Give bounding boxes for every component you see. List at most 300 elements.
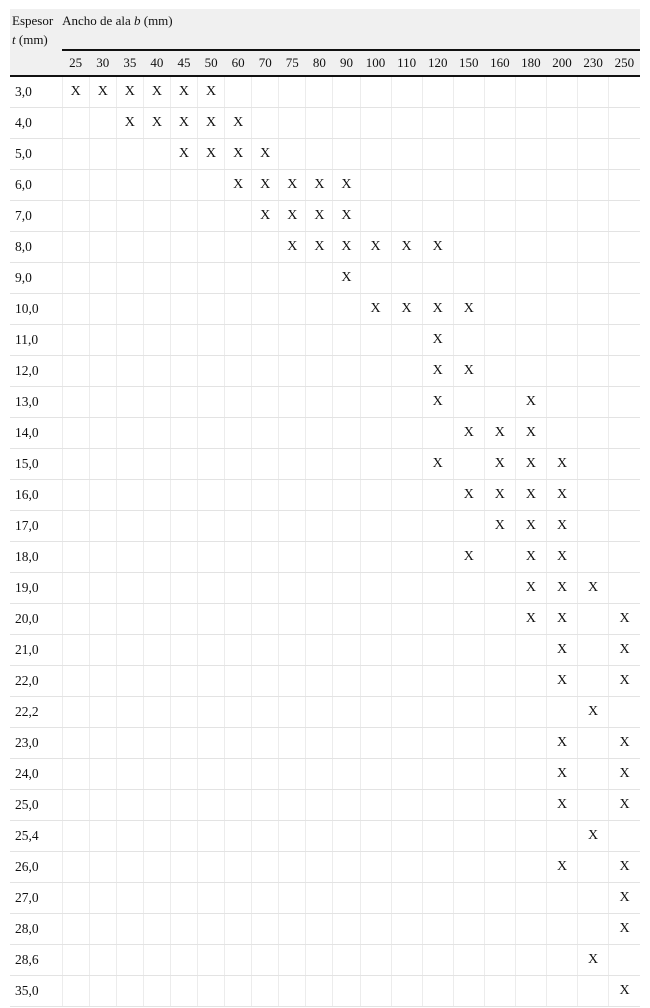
empty-cell [143, 511, 170, 542]
empty-cell [170, 728, 197, 759]
empty-cell [198, 790, 225, 821]
availability-mark: X [225, 170, 252, 201]
table-body [10, 76, 640, 1007]
column-header-100: 100 [360, 50, 391, 76]
thickness-label: 21,0 [10, 635, 62, 666]
empty-cell [143, 418, 170, 449]
empty-cell [546, 263, 577, 294]
empty-cell [252, 418, 279, 449]
empty-cell [89, 480, 116, 511]
availability-mark: X [279, 201, 306, 232]
empty-cell [515, 976, 546, 1007]
empty-cell [170, 449, 197, 480]
table-row [10, 542, 640, 573]
thickness-label: 9,0 [10, 263, 62, 294]
empty-cell [252, 542, 279, 573]
availability-mark: X [453, 480, 484, 511]
table-row [10, 325, 640, 356]
empty-cell [252, 573, 279, 604]
empty-cell [609, 201, 640, 232]
empty-cell [360, 201, 391, 232]
column-header-75: 75 [279, 50, 306, 76]
empty-cell [609, 573, 640, 604]
empty-cell [62, 945, 89, 976]
empty-cell [198, 325, 225, 356]
empty-cell [198, 914, 225, 945]
empty-cell [198, 883, 225, 914]
empty-cell [333, 945, 360, 976]
empty-cell [360, 170, 391, 201]
empty-cell [578, 418, 609, 449]
empty-cell [609, 139, 640, 170]
empty-cell [360, 914, 391, 945]
empty-cell [143, 480, 170, 511]
thickness-label: 6,0 [10, 170, 62, 201]
empty-cell [143, 201, 170, 232]
empty-cell [546, 914, 577, 945]
availability-mark: X [306, 232, 333, 263]
empty-cell [116, 759, 143, 790]
empty-cell [252, 697, 279, 728]
empty-cell [360, 108, 391, 139]
empty-cell [422, 108, 453, 139]
empty-cell [515, 790, 546, 821]
empty-cell [89, 759, 116, 790]
empty-cell [546, 697, 577, 728]
empty-cell [170, 945, 197, 976]
empty-cell [170, 511, 197, 542]
empty-cell [62, 821, 89, 852]
availability-mark: X [422, 449, 453, 480]
empty-cell [453, 945, 484, 976]
empty-cell [515, 697, 546, 728]
empty-cell [198, 821, 225, 852]
empty-cell [62, 976, 89, 1007]
empty-cell [333, 108, 360, 139]
empty-cell [62, 790, 89, 821]
empty-cell [306, 666, 333, 697]
availability-mark: X [578, 821, 609, 852]
empty-cell [453, 108, 484, 139]
empty-cell [62, 759, 89, 790]
empty-cell [116, 139, 143, 170]
empty-cell [225, 418, 252, 449]
empty-cell [422, 418, 453, 449]
empty-cell [225, 604, 252, 635]
empty-cell [225, 449, 252, 480]
thickness-label: 28,0 [10, 914, 62, 945]
empty-cell [333, 139, 360, 170]
empty-cell [143, 263, 170, 294]
empty-cell [484, 232, 515, 263]
availability-mark: X [609, 666, 640, 697]
empty-cell [198, 387, 225, 418]
column-header-25: 25 [62, 50, 89, 76]
empty-cell [225, 356, 252, 387]
empty-cell [422, 635, 453, 666]
empty-cell [116, 542, 143, 573]
empty-cell [609, 170, 640, 201]
availability-mark: X [546, 635, 577, 666]
empty-cell [515, 821, 546, 852]
empty-cell [546, 387, 577, 418]
availability-mark: X [422, 232, 453, 263]
empty-cell [578, 449, 609, 480]
availability-mark: X [515, 387, 546, 418]
empty-cell [578, 790, 609, 821]
availability-mark: X [515, 542, 546, 573]
empty-cell [252, 294, 279, 325]
empty-cell [62, 325, 89, 356]
empty-cell [546, 883, 577, 914]
empty-cell [252, 387, 279, 418]
empty-cell [546, 418, 577, 449]
empty-cell [333, 666, 360, 697]
empty-cell [116, 294, 143, 325]
column-header-160: 160 [484, 50, 515, 76]
empty-cell [578, 511, 609, 542]
empty-cell [143, 449, 170, 480]
empty-cell [515, 76, 546, 108]
table-row [10, 76, 640, 108]
empty-cell [578, 201, 609, 232]
availability-mark: X [546, 542, 577, 573]
empty-cell [484, 852, 515, 883]
empty-cell [225, 945, 252, 976]
availability-mark: X [578, 945, 609, 976]
empty-cell [360, 790, 391, 821]
empty-cell [391, 976, 422, 1007]
empty-cell [609, 542, 640, 573]
empty-cell [279, 666, 306, 697]
empty-cell [143, 759, 170, 790]
empty-cell [484, 759, 515, 790]
empty-cell [453, 666, 484, 697]
empty-cell [391, 666, 422, 697]
empty-cell [546, 170, 577, 201]
availability-mark: X [484, 511, 515, 542]
empty-cell [453, 604, 484, 635]
empty-cell [116, 170, 143, 201]
table-row [10, 139, 640, 170]
empty-cell [252, 666, 279, 697]
empty-cell [333, 449, 360, 480]
empty-cell [89, 170, 116, 201]
empty-cell [252, 449, 279, 480]
empty-cell [360, 387, 391, 418]
empty-cell [609, 511, 640, 542]
availability-mark: X [279, 170, 306, 201]
empty-cell [143, 635, 170, 666]
empty-cell [198, 542, 225, 573]
empty-cell [578, 139, 609, 170]
empty-cell [422, 263, 453, 294]
empty-cell [453, 914, 484, 945]
thickness-label: 15,0 [10, 449, 62, 480]
empty-cell [578, 232, 609, 263]
column-header-120: 120 [422, 50, 453, 76]
corner-label-line1: Espesor [12, 13, 54, 28]
empty-cell [116, 356, 143, 387]
empty-cell [391, 852, 422, 883]
empty-cell [252, 232, 279, 263]
empty-cell [279, 945, 306, 976]
empty-cell [422, 697, 453, 728]
availability-mark: X [484, 449, 515, 480]
empty-cell [225, 325, 252, 356]
empty-cell [453, 883, 484, 914]
empty-cell [422, 666, 453, 697]
table-row [10, 108, 640, 139]
availability-mark: X [515, 418, 546, 449]
empty-cell [143, 170, 170, 201]
empty-cell [143, 294, 170, 325]
empty-cell [279, 387, 306, 418]
empty-cell [198, 976, 225, 1007]
column-header-50: 50 [198, 50, 225, 76]
empty-cell [422, 573, 453, 604]
empty-cell [225, 852, 252, 883]
availability-mark: X [170, 139, 197, 170]
empty-cell [116, 480, 143, 511]
empty-cell [333, 294, 360, 325]
empty-cell [252, 604, 279, 635]
empty-cell [515, 666, 546, 697]
empty-cell [360, 728, 391, 759]
empty-cell [609, 945, 640, 976]
empty-cell [170, 480, 197, 511]
table-row [10, 759, 640, 790]
availability-mark: X [546, 449, 577, 480]
availability-mark: X [515, 604, 546, 635]
empty-cell [609, 480, 640, 511]
empty-cell [279, 883, 306, 914]
empty-cell [391, 76, 422, 108]
empty-cell [422, 542, 453, 573]
availability-mark: X [225, 108, 252, 139]
empty-cell [306, 945, 333, 976]
empty-cell [391, 542, 422, 573]
empty-cell [578, 542, 609, 573]
empty-cell [89, 263, 116, 294]
empty-cell [422, 76, 453, 108]
availability-mark: X [333, 201, 360, 232]
empty-cell [198, 573, 225, 604]
empty-cell [515, 356, 546, 387]
empty-cell [62, 883, 89, 914]
empty-cell [484, 790, 515, 821]
empty-cell [484, 976, 515, 1007]
availability-mark: X [391, 232, 422, 263]
empty-cell [225, 480, 252, 511]
empty-cell [279, 449, 306, 480]
empty-cell [609, 449, 640, 480]
empty-cell [116, 418, 143, 449]
empty-cell [360, 573, 391, 604]
empty-cell [391, 635, 422, 666]
empty-cell [546, 356, 577, 387]
empty-cell [515, 263, 546, 294]
availability-mark: X [546, 728, 577, 759]
empty-cell [252, 76, 279, 108]
empty-cell [609, 387, 640, 418]
empty-cell [62, 635, 89, 666]
table-row [10, 790, 640, 821]
availability-mark: X [515, 573, 546, 604]
empty-cell [515, 914, 546, 945]
empty-cell [279, 511, 306, 542]
empty-cell [225, 666, 252, 697]
availability-mark: X [252, 201, 279, 232]
empty-cell [360, 418, 391, 449]
empty-cell [116, 387, 143, 418]
empty-cell [515, 728, 546, 759]
empty-cell [170, 697, 197, 728]
empty-cell [116, 976, 143, 1007]
empty-cell [62, 449, 89, 480]
empty-cell [546, 945, 577, 976]
empty-cell [515, 852, 546, 883]
empty-cell [484, 387, 515, 418]
empty-cell [170, 201, 197, 232]
empty-cell [279, 914, 306, 945]
availability-mark: X [546, 573, 577, 604]
empty-cell [89, 635, 116, 666]
empty-cell [422, 170, 453, 201]
empty-cell [484, 945, 515, 976]
empty-cell [515, 294, 546, 325]
availability-mark: X [515, 511, 546, 542]
availability-mark: X [198, 108, 225, 139]
empty-cell [198, 480, 225, 511]
column-header-180: 180 [515, 50, 546, 76]
empty-cell [453, 852, 484, 883]
thickness-label: 10,0 [10, 294, 62, 325]
empty-cell [170, 790, 197, 821]
empty-cell [578, 356, 609, 387]
table-row [10, 449, 640, 480]
availability-mark: X [252, 170, 279, 201]
empty-cell [143, 914, 170, 945]
empty-cell [170, 418, 197, 449]
empty-cell [116, 945, 143, 976]
table-row [10, 170, 640, 201]
empty-cell [89, 325, 116, 356]
empty-cell [360, 852, 391, 883]
empty-cell [143, 604, 170, 635]
empty-cell [225, 573, 252, 604]
availability-mark: X [578, 697, 609, 728]
empty-cell [422, 883, 453, 914]
empty-cell [453, 325, 484, 356]
empty-cell [279, 759, 306, 790]
empty-cell [62, 294, 89, 325]
empty-cell [484, 325, 515, 356]
availability-mark: X [609, 759, 640, 790]
empty-cell [225, 821, 252, 852]
empty-cell [422, 511, 453, 542]
empty-cell [198, 604, 225, 635]
empty-cell [578, 604, 609, 635]
thickness-label: 27,0 [10, 883, 62, 914]
table-row [10, 666, 640, 697]
empty-cell [391, 449, 422, 480]
empty-cell [422, 790, 453, 821]
empty-cell [116, 852, 143, 883]
empty-cell [143, 325, 170, 356]
empty-cell [89, 821, 116, 852]
empty-cell [225, 697, 252, 728]
empty-cell [62, 170, 89, 201]
empty-cell [422, 945, 453, 976]
empty-cell [609, 294, 640, 325]
empty-cell [546, 201, 577, 232]
empty-cell [306, 294, 333, 325]
empty-cell [578, 666, 609, 697]
column-header-200: 200 [546, 50, 577, 76]
table-row [10, 232, 640, 263]
empty-cell [116, 201, 143, 232]
column-header-30: 30 [89, 50, 116, 76]
empty-cell [515, 170, 546, 201]
availability-mark: X [391, 294, 422, 325]
empty-cell [333, 325, 360, 356]
empty-cell [279, 790, 306, 821]
availability-mark: X [609, 883, 640, 914]
empty-cell [484, 821, 515, 852]
empty-cell [306, 635, 333, 666]
empty-cell [484, 666, 515, 697]
column-header-150: 150 [453, 50, 484, 76]
availability-mark: X [170, 76, 197, 108]
angle-sizes-table [10, 9, 640, 1007]
empty-cell [170, 387, 197, 418]
empty-cell [546, 76, 577, 108]
thickness-label: 17,0 [10, 511, 62, 542]
empty-cell [360, 325, 391, 356]
empty-cell [391, 759, 422, 790]
empty-cell [170, 759, 197, 790]
empty-cell [391, 697, 422, 728]
empty-cell [306, 573, 333, 604]
empty-cell [453, 76, 484, 108]
empty-cell [484, 728, 515, 759]
empty-cell [453, 232, 484, 263]
empty-cell [170, 573, 197, 604]
table-row [10, 418, 640, 449]
empty-cell [252, 883, 279, 914]
empty-cell [453, 790, 484, 821]
empty-cell [225, 728, 252, 759]
empty-cell [89, 914, 116, 945]
empty-cell [116, 666, 143, 697]
empty-cell [391, 790, 422, 821]
availability-mark: X [252, 139, 279, 170]
empty-cell [198, 356, 225, 387]
empty-cell [484, 914, 515, 945]
column-header-70: 70 [252, 50, 279, 76]
empty-cell [515, 325, 546, 356]
availability-mark: X [225, 139, 252, 170]
empty-cell [515, 201, 546, 232]
empty-cell [360, 635, 391, 666]
availability-mark: X [360, 232, 391, 263]
empty-cell [198, 201, 225, 232]
empty-cell [391, 170, 422, 201]
empty-cell [89, 201, 116, 232]
empty-cell [422, 821, 453, 852]
empty-cell [116, 914, 143, 945]
